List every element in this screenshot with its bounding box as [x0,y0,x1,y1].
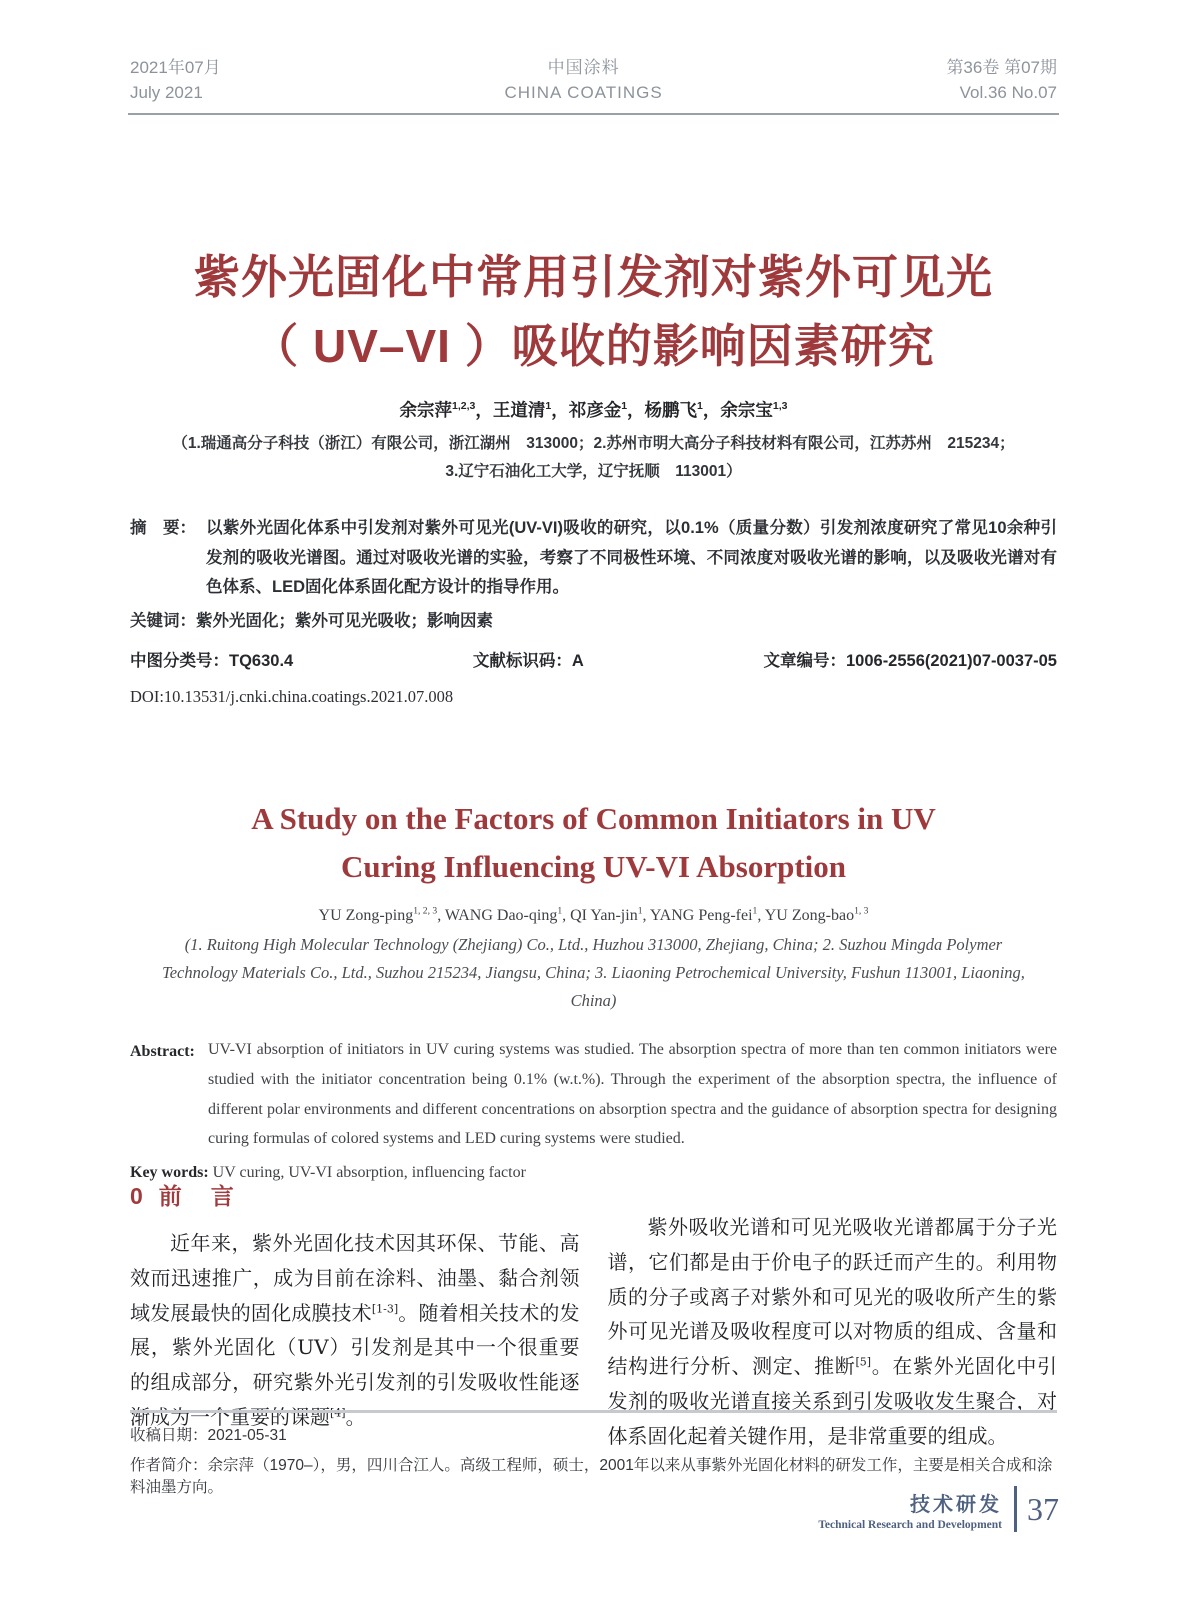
keywords-en-text: UV curing, UV-VI absorption, influencing factor [208,1163,526,1181]
article-title-cn [80,243,1107,381]
abstract-cn [130,514,1057,603]
citation-ref: [1-3] [371,1301,399,1315]
document-code: 文献标识码：A [472,652,584,671]
journal-name-cn: 中国涂料 [547,58,620,77]
volume-en: Vol.36 No.07 [959,82,1057,102]
abstract-en-text: UV-VI absorption of initiators in UV curing systems was studied. The absorption spectra of more than ten common initiators were studied with the initiator concentration being 0.1% (w.t.%). Through the experiment of the absorption spectra, the influence of different polar environments and different concentrations on absorption spectra and the guidance of absorption spectra for designing curing formulas of colored systems and LED curing systems were studied. [208,1041,1057,1148]
page-footer [818,1486,1059,1532]
article-id: 文章编号：1006-2556(2021)07-0037-05 [763,652,1057,671]
header-date [130,56,221,105]
title-en-line2: Curing Influencing UV-VI Absorption [341,849,846,885]
author-en: QI Yan-jin$^1$, [570,905,650,925]
page-number: 37 [1027,1490,1059,1527]
footnote-divider [130,1410,1057,1413]
author-en: YU Zong-bao$^{1, 3}$ [764,905,869,925]
affiliations-en [114,931,1074,1015]
meta-row [130,647,1057,671]
abstract-en-label: Abstract: [130,1043,195,1061]
title-en-line1: A Study on the Factors of Common Initiators in UV [251,801,936,837]
footnote [130,1410,1057,1497]
keywords-cn [130,607,1057,631]
header-divider [128,113,1059,115]
author-cn: 祁彦金$^1$， [568,400,645,421]
journal-name-en: CHINA COATINGS [504,82,663,102]
clc-number: 中图分类号：TQ630.4 [130,652,294,671]
footer-section-cn: 技术研发 [910,1493,1002,1516]
citation-ref: [5] [855,1355,872,1369]
abstract-cn-label: 摘 要： [130,519,196,538]
authors-en [0,907,1187,925]
section-number: 0 [130,1183,143,1209]
header-date-en: July 2021 [130,82,203,102]
keywords-en-label: Key words: [130,1163,209,1181]
affiliations-cn [0,430,1187,486]
authors-cn [0,397,1187,422]
section-heading-intro [130,1176,580,1216]
doi: DOI:10.13531/j.cnki.china.coatings.2021.07.008 [130,687,454,707]
affiliation-cn-line1: （1.瑞通高分子科技（浙江）有限公司，浙江湖州 313000；2.苏州市明大高分子科技材料有限公司，江苏苏州 215234； [172,435,1015,453]
section-title: 前 言 [158,1183,237,1209]
affiliation-en-line2: Technology Materials Co., Ltd., Suzhou 215234, Jiangsu, China; 3. Liaoning Petrochemical University, Fushun 113001, Liaoning, [162,963,1025,983]
title-cn-line1: 紫外光固化中常用引发剂对紫外可见光 [194,251,993,304]
abstract-en [130,1035,1057,1153]
received-date: 收稿日期：2021-05-31 [130,1427,287,1444]
affiliation-cn-line2: 3.辽宁石油化工大学，辽宁抚顺 113001） [445,463,742,481]
footer-section [818,1488,1002,1531]
author-cn: 余宗萍$^{1,2,3}$， [399,400,493,421]
header-volume [946,56,1057,105]
affiliation-en-line1: (1. Ruitong High Molecular Technology (Zhejiang) Co., Ltd., Huzhou 313000, Zhejiang, China; 2. Suzhou Mingda Polymer [184,935,1003,955]
keywords-cn-label: 关键词： [130,612,196,631]
author-en: YANG Peng-fei$^1$, [649,905,765,925]
footer-section-en: Technical Research and Development [818,1518,1002,1531]
intro-paragraph-left: 近年来，紫外光固化技术因其环保、节能、高效而迅速推广，成为目前在涂料、油墨、黏合剂领域发展最快的固化成膜技术[1-3]。随着相关技术的发展，紫外光固化（UV）引发剂是其中一个很重要的组成部分，研究紫外光引发剂的引发吸收性能逐渐成为一个重要的课题[4]。 [130,1231,580,1429]
volume-cn: 第36卷 第07期 [946,58,1057,77]
keywords-cn-text: 紫外光固化；紫外可见光吸收；影响因素 [196,612,493,631]
affiliation-en-line3: China) [570,991,617,1011]
intro-paragraph-right: 紫外吸收光谱和可见光吸收光谱都属于分子光谱，它们都是由于价电子的跃迁而产生的。利用物质的分子或离子对紫外和可见光的吸收所产生的紫外可见光谱及吸收程度可以对物质的组成、含量和结构进行分析、测定、推断[5]。在紫外光固化中引发剂的吸收光谱直接关系到引发吸收发生聚合，对体系固化起着关键作用，是非常重要的组成。 [607,1215,1058,1448]
abstract-cn-text: 以紫外光固化体系中引发剂对紫外可见光(UV-VI)吸收的研究，以0.1%（质量分数）引发剂浓度研究了常见10余种引发剂的吸收光谱图。通过对吸收光谱的实验，考察了不同极性环境、不同浓度对吸收光谱的影响，以及吸收光谱对有色体系、LED固化体系固化配方设计的指导作用。 [206,519,1057,597]
author-bio: 作者简介：余宗萍（1970–），男，四川合江人。高级工程师，硕士，2001年以来从事紫外光固化材料的研发工作，主要是相关合成和涂料油墨方向。 [130,1457,1053,1496]
header-date-cn: 2021年07月 [130,58,221,77]
footer-divider-bar [1014,1486,1017,1532]
author-cn: 杨鹏飞$^1$， [644,400,721,421]
header-journal-name [504,56,662,105]
journal-header [0,0,1187,105]
title-cn-line2: （ UV–VI ）吸收的影响因素研究 [252,320,935,373]
article-title-en [154,795,1034,891]
author-cn: 余宗宝$^{1,3}$ [720,400,788,421]
author-en: WANG Dao-qing$^1$, [444,905,571,925]
citation-ref: [4] [330,1406,346,1420]
author-cn: 王道清$^1$， [492,400,569,421]
author-en: YU Zong-ping$^{1, 2, 3}$, [318,905,445,925]
